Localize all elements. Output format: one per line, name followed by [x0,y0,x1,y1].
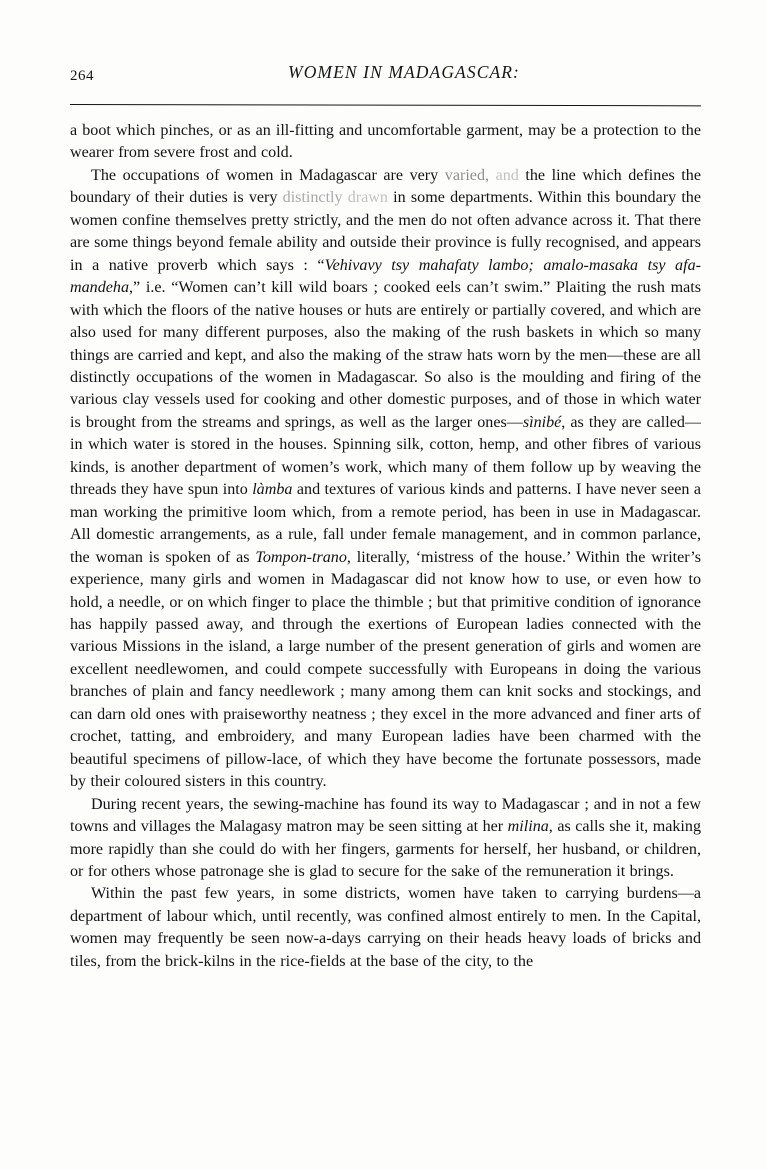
page-number: 264 [70,68,94,84]
p3-segment-a: During recent years, the sewing-machine has found its way to Madagascar ; and in not a few towns and villages the Malagasy matron may be seen sitting at her [70,795,701,836]
paragraph-1 [70,120,701,165]
running-head [70,62,702,96]
term-tompon-trano: Tompon-trano [255,548,347,566]
p2-segment-a: The occupations of women in Madagascar are very [91,166,445,184]
p2-segment-b: the line which defines the boundary of their duties is very [70,166,701,207]
malagasy-proverb: Vehivavy tsy mahafaty lambo; amalo-masaka tsy afa-mandeha [70,256,701,297]
p2-segment-d: ,” i.e. “Women can’t kill wild boars ; cooked eels can’t swim.” Plaiting the rush mats with which the floors of the native houses or huts are entirely or partially covered, and which are also used for many different purposes, also the making of the rush baskets in which so many things are carried and kept, and also the making of the straw hats worn by the men—these are all distinctly occupations of the women in Madagascar. So also is the moulding and firing of the various clay vessels used for cooking and other domestic purposes, and of those in which water is brought from the streams and springs, as well as the larger ones— [70,279,701,431]
p2-faded-distinctly: distinctly [282,189,343,207]
p2-faded-drawn: drawn [342,189,388,207]
paragraph-4-text: Within the past few years, in some districts, women have taken to carrying burdens—a department of labour which, until recently, was confined almost entirely to men. In the Capital, women may frequently be seen now-a-days carrying on their heads heavy loads of bricks and tiles, from the brick-kilns in the rice-fields at the base of the city, to the [70,885,701,970]
p2-segment-f: and textures of various kinds and patterns. I have never seen a man working the primitive loom which, from a remote period, has been in use in Madagascar. All domestic arrangements, as a rule, fall under female management, and in common parlance, the woman is spoken of as [70,481,701,566]
p2-segment-e: , as they are called—in which water is stored in the houses. Spinning silk, cotton, hemp, and other fibres of various kinds, is another department of women’s work, which many of them follow up by weaving the threads they have spun into [70,413,701,499]
term-sinibe: sìnibé [522,413,562,431]
p2-segment-c: in some departments. Within this boundary the women confine themselves pretty strictly, and the men do not often advance across it. That there are some things beyond female ability and outside their province is fully recognised, and appears in a native proverb which says : “ [70,189,701,274]
body-text [70,120,701,973]
p2-segment-g: , literally, ‘mistress of the house.’ Within the writer’s experience, many girls and women in Madagascar did not know how to use, or even how to hold, a needle, or on which finger to place the thimble ; but that primitive condition of ignorance has happily passed away, and through the exertions of European ladies connected with the various Missions in the island, a large number of the present generation of girls and women are excellent needlewomen, and could compete successfully with Europeans in doing the various branches of plain and fancy needlework ; many among them can knit socks and stockings, and can darn old ones with praiseworthy neatness ; they excel in the more advanced and finer arts of crochet, tatting, and embroidery, and many European ladies have been charmed with the beautiful specimens of pillow-lace, of which they have become the fortunate possessors, made by their coloured sisters in this country. [70,548,701,791]
term-lamba: làmba [252,481,293,499]
running-title: WOMEN IN MADAGASCAR: [288,62,520,82]
p2-faded-varied: varied, [444,166,490,184]
paragraph-4 [70,883,701,973]
paragraph-3 [70,794,701,884]
header-rule [70,104,701,106]
paragraph-2 [70,165,701,794]
term-milina: milina [507,818,549,836]
p3-segment-b: , as calls she it, making more rapidly than she could do with her fingers, garments for herself, her husband, or children, or for others whose patronage she is glad to secure for the sake of the remuneration it brings. [70,818,701,880]
p2-faded-and: and [489,166,519,184]
paragraph-1-text: a boot which pinches, or as an ill-fitting and uncomfortable garment, may be a protection to the wearer from severe frost and cold. [70,122,701,162]
